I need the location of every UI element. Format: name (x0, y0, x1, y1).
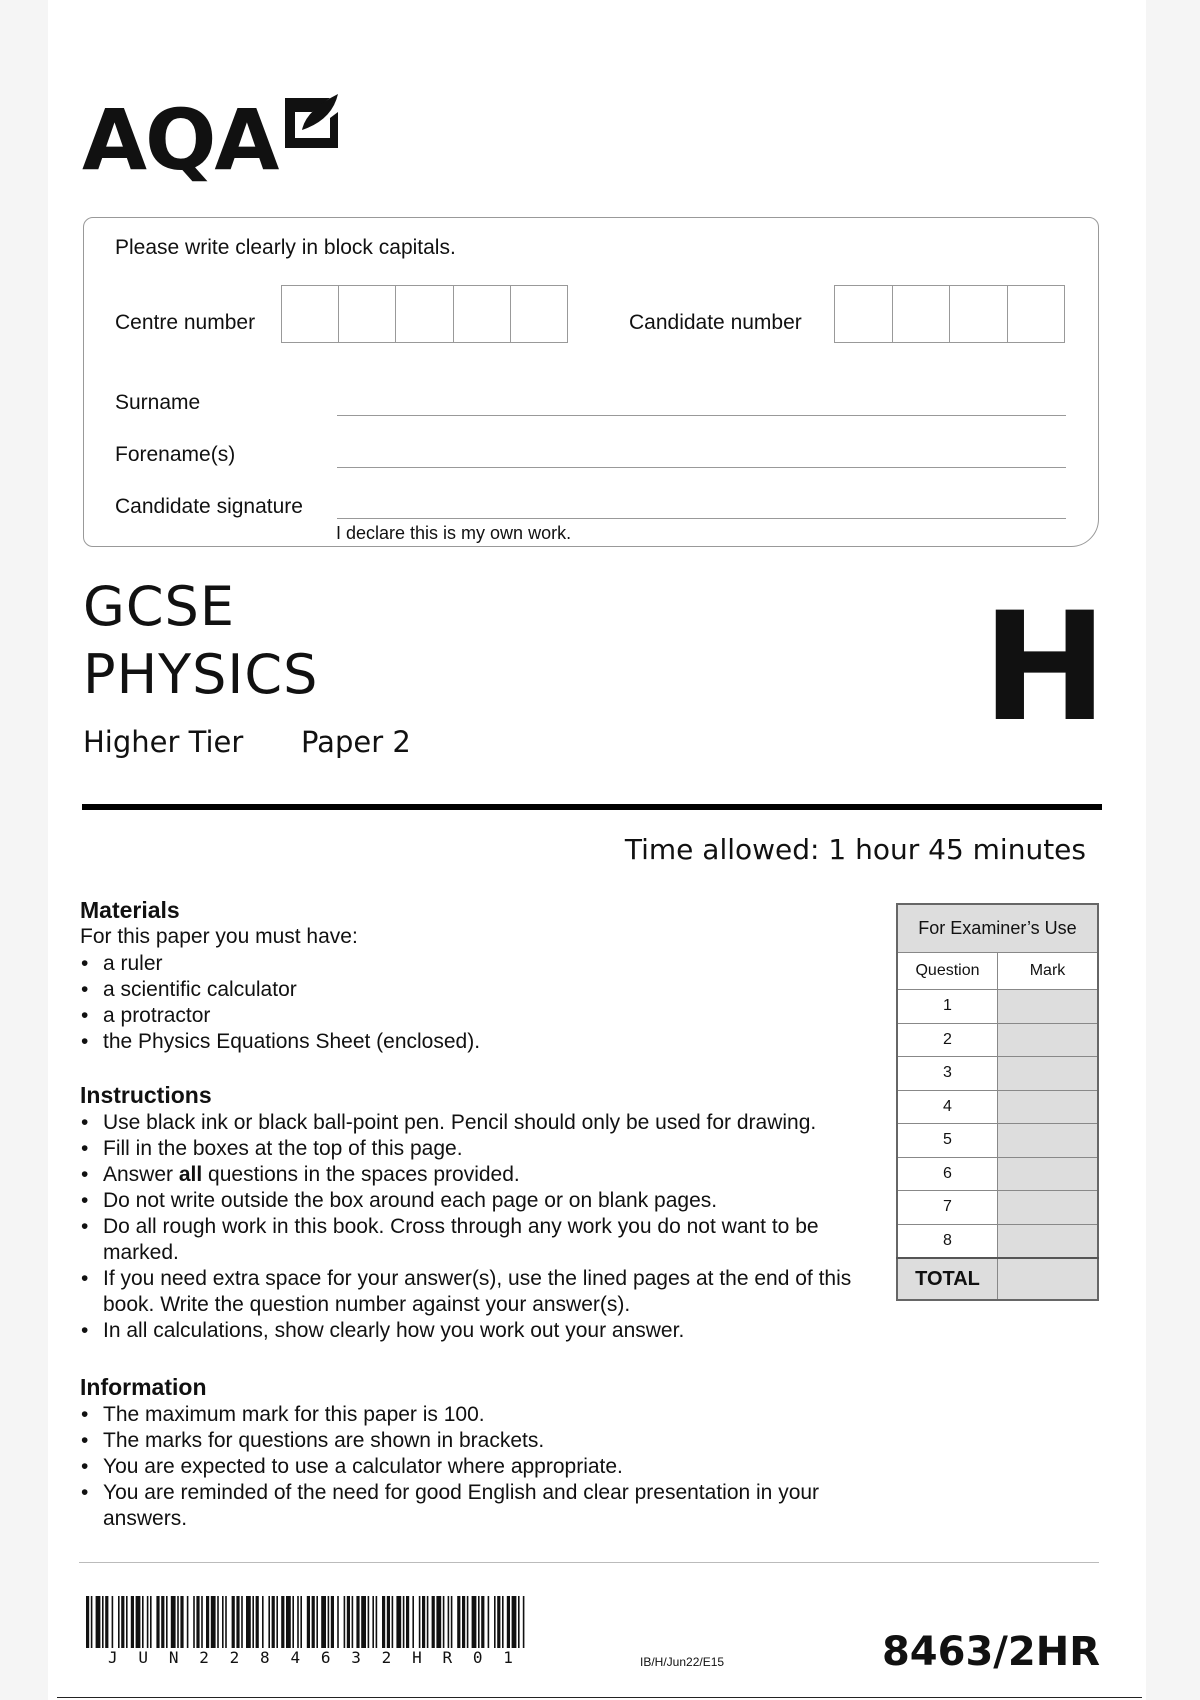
question-column-header: Question (897, 953, 998, 990)
declaration-text: I declare this is my own work. (336, 523, 572, 543)
surname-label: Surname (115, 391, 201, 414)
examiner-use-table (896, 903, 1099, 1301)
instructions-heading: Instructions (80, 1082, 212, 1108)
instructions-list (80, 1110, 870, 1344)
information-list (80, 1402, 840, 1532)
mark-cell (998, 1157, 1099, 1191)
list-item: • You are expected to use a calculator where appropriate. (80, 1454, 840, 1480)
list-item: • the Physics Equations Sheet (enclosed). (80, 1029, 840, 1055)
barcode-digit: R (442, 1648, 453, 1667)
table-row (897, 990, 1098, 1024)
signature-field[interactable] (337, 518, 1066, 519)
surname-field[interactable] (337, 415, 1066, 416)
mark-cell (998, 1191, 1099, 1225)
candidate-number-input[interactable] (834, 285, 1065, 343)
tier-letter: H (982, 581, 1108, 755)
tier-label: Higher Tier (83, 725, 244, 759)
total-label: TOTAL (897, 1258, 998, 1300)
mark-cell (998, 1124, 1099, 1158)
information-heading: Information (80, 1374, 207, 1400)
barcode-digit: 0 (472, 1648, 483, 1667)
forenames-field[interactable] (337, 467, 1066, 468)
barcode-digit: 3 (351, 1648, 361, 1667)
table-row (897, 1191, 1098, 1225)
mark-cell (998, 1023, 1099, 1057)
barcode-digit: N (168, 1648, 179, 1667)
title-divider (82, 804, 1102, 810)
page-bottom-edge (57, 1697, 1142, 1698)
barcode-digit: 2 (199, 1648, 209, 1667)
paper-label: Paper 2 (301, 725, 411, 759)
list-item: • Answer all questions in the spaces provided. (80, 1162, 870, 1188)
barcode-digit: 4 (290, 1648, 301, 1667)
list-item: • a ruler (80, 951, 840, 977)
barcode-icon (86, 1596, 526, 1648)
list-item: • a scientific calculator (80, 977, 840, 1003)
list-item: • You are reminded of the need for good English and clear presentation in your answers. (80, 1480, 843, 1532)
time-allowed: Time allowed: 1 hour 45 minutes (624, 833, 1086, 866)
barcode-digit: 1 (503, 1648, 513, 1667)
barcode-digit: J (108, 1648, 118, 1667)
barcode-digit: 6 (320, 1648, 331, 1667)
barcode-digit: 2 (381, 1648, 392, 1667)
materials-intro: For this paper you must have: (80, 925, 358, 948)
table-row (897, 1023, 1098, 1057)
candidate-number-label: Candidate number (629, 311, 802, 334)
list-item: • In all calculations, show clearly how you work out your answer. (80, 1318, 870, 1344)
mark-cell (998, 1224, 1099, 1258)
list-item: • The maximum mark for this paper is 100. (80, 1402, 840, 1428)
examiner-use-title: For Examiner’s Use (897, 904, 1098, 953)
list-item: • a protractor (80, 1003, 840, 1029)
question-number: 1 (897, 990, 998, 1024)
question-number: 8 (897, 1224, 998, 1258)
question-number: 6 (897, 1157, 998, 1191)
barcode-number (108, 1648, 513, 1667)
table-row (897, 1090, 1098, 1124)
centre-number-input[interactable] (281, 285, 568, 343)
list-item: • Use black ink or black ball-point pen. Pencil should only be used for drawing. (80, 1110, 870, 1136)
mark-cell (998, 1090, 1099, 1124)
mark-cell (998, 1057, 1099, 1091)
question-number: 2 (897, 1023, 998, 1057)
barcode-digit: 8 (260, 1648, 270, 1667)
table-row (897, 1157, 1098, 1191)
subject-title: PHYSICS (83, 643, 319, 706)
materials-list (80, 951, 840, 1055)
mark-cell (998, 990, 1099, 1024)
total-mark-cell (998, 1258, 1099, 1300)
materials-heading: Materials (80, 897, 180, 923)
mark-column-header: Mark (998, 953, 1099, 990)
question-number: 3 (897, 1057, 998, 1091)
paper-code: 8463/2HR (881, 1629, 1100, 1675)
list-item: • Fill in the boxes at the top of this page. (80, 1136, 870, 1162)
table-row (897, 1057, 1098, 1091)
question-number: 4 (897, 1090, 998, 1124)
qualification-level: GCSE (83, 575, 235, 638)
centre-number-label: Centre number (115, 311, 256, 334)
signature-label: Candidate signature (115, 495, 303, 518)
aqa-logo-mark-icon (282, 92, 340, 148)
footer-divider (79, 1562, 1099, 1563)
barcode-digit: H (412, 1648, 422, 1667)
list-item: • The marks for questions are shown in brackets. (80, 1428, 840, 1454)
barcode-digit: 2 (229, 1648, 240, 1667)
list-item: • If you need extra space for your answer(s), use the lined pages at the end of this book. Write the question number against your answer(s). (80, 1266, 883, 1318)
table-row (897, 1224, 1098, 1258)
list-item: • Do not write outside the box around each page or on blank pages. (80, 1188, 870, 1214)
list-item: • Do all rough work in this book. Cross through any work you do not want to be marked. (80, 1214, 843, 1266)
aqa-logo: AQA (82, 91, 278, 189)
question-number: 5 (897, 1124, 998, 1158)
barcode-digit: U (138, 1648, 149, 1667)
table-row (897, 1124, 1098, 1158)
block-capitals-instruction: Please write clearly in block capitals. (115, 236, 456, 259)
question-number: 7 (897, 1191, 998, 1225)
forenames-label: Forename(s) (115, 443, 236, 466)
paper-reference: IB/H/Jun22/E15 (640, 1655, 725, 1669)
